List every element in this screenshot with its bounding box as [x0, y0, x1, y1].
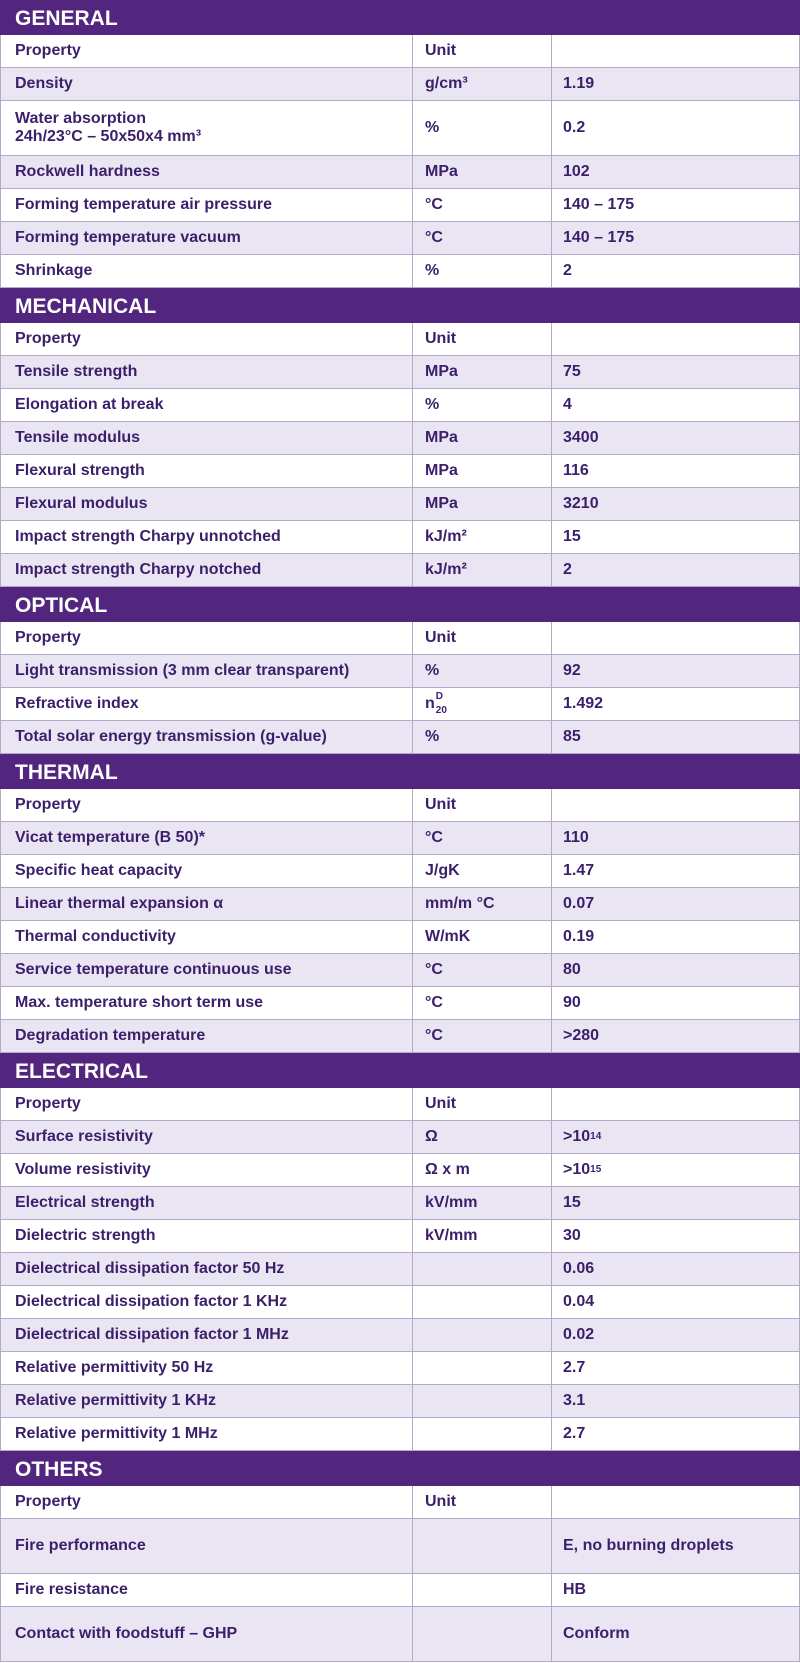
value-cell	[552, 1519, 800, 1573]
value-text: 140 – 175	[563, 229, 635, 246]
property-cell	[0, 101, 413, 155]
value-text: 2	[563, 262, 572, 279]
value-cell	[552, 255, 800, 287]
unit-cell	[413, 554, 552, 586]
unit-cell	[413, 688, 552, 720]
property-cell	[0, 156, 413, 188]
value-cell	[552, 222, 800, 254]
property-cell	[0, 488, 413, 520]
unit-text: kV/mm	[425, 1227, 478, 1244]
table-row	[0, 68, 800, 101]
property-cell	[0, 688, 413, 720]
value-cell	[552, 822, 800, 854]
property-name: Shrinkage	[15, 262, 93, 279]
unit-text: %	[425, 662, 440, 679]
value-text: 2.7	[563, 1359, 586, 1376]
table-row	[0, 721, 800, 754]
unit-text: °C	[425, 994, 443, 1011]
column-header-row	[0, 622, 800, 655]
unit-cell	[413, 655, 552, 687]
table-row	[0, 1385, 800, 1418]
unit-header	[413, 1486, 552, 1518]
value-cell	[552, 721, 800, 753]
unit-text: kJ/m²	[425, 561, 467, 578]
unit-cell	[413, 1253, 552, 1285]
property-name: Relative permittivity 50 Hz	[15, 1359, 214, 1376]
column-header-row	[0, 323, 800, 356]
property-header	[0, 1486, 413, 1518]
unit-sub: 20	[435, 705, 447, 716]
value-cell	[552, 655, 800, 687]
value-cell	[552, 1574, 800, 1606]
property-cell	[0, 1220, 413, 1252]
unit-header	[413, 35, 552, 67]
value-header	[552, 35, 800, 67]
property-name: Service temperature continuous use	[15, 961, 292, 978]
value-cell	[552, 455, 800, 487]
unit-cell	[413, 1385, 552, 1417]
unit-text: °C	[425, 829, 443, 846]
property-name: Impact strength Charpy unnotched	[15, 528, 281, 545]
unit-cell	[413, 921, 552, 953]
property-name: Forming temperature vacuum	[15, 229, 241, 246]
value-cell	[552, 422, 800, 454]
property-name: Surface resistivity	[15, 1128, 153, 1145]
value-text: 4	[563, 396, 572, 413]
value-header	[552, 323, 800, 355]
property-cell	[0, 422, 413, 454]
value-text: >10	[563, 1128, 591, 1145]
property-name: Fire performance	[15, 1537, 146, 1554]
value-text: 1.19	[563, 75, 595, 92]
table-row	[0, 1574, 800, 1607]
property-name: Density	[15, 75, 73, 92]
column-header-row	[0, 1088, 800, 1121]
unit-text: MPa	[425, 462, 458, 479]
property-cell	[0, 255, 413, 287]
property-cell	[0, 888, 413, 920]
property-header	[0, 622, 413, 654]
unit-text: kJ/m²	[425, 528, 467, 545]
property-cell	[0, 356, 413, 388]
property-condition: 24h/23°C – 50x50x4 mm³	[15, 128, 202, 145]
value-cell	[552, 1385, 800, 1417]
property-cell	[0, 1319, 413, 1351]
value-text: 15	[563, 528, 581, 545]
property-cell	[0, 1385, 413, 1417]
unit-cell	[413, 1187, 552, 1219]
unit-text: MPa	[425, 429, 458, 446]
section-header-optical: OPTICAL	[0, 587, 800, 622]
property-header-label: Property	[15, 330, 81, 347]
property-name: Elongation at break	[15, 396, 164, 413]
unit-text: Ω x m	[425, 1161, 470, 1178]
value-text: 102	[563, 163, 590, 180]
unit-cell	[413, 101, 552, 155]
unit-cell	[413, 356, 552, 388]
unit-header-label: Unit	[425, 1095, 457, 1112]
unit-text: °C	[425, 196, 443, 213]
value-cell	[552, 389, 800, 421]
unit-text: %	[425, 262, 440, 279]
value-cell	[552, 1352, 800, 1384]
value-cell: >10 14	[552, 1121, 800, 1153]
table-row	[0, 488, 800, 521]
property-header-label: Property	[15, 1493, 81, 1510]
property-name: Flexural strength	[15, 462, 145, 479]
section-header-mechanical: MECHANICAL	[0, 288, 800, 323]
property-name: Contact with foodstuff – GHP	[15, 1625, 238, 1642]
property-name: Water absorption	[15, 110, 146, 127]
value-text: >280	[563, 1027, 600, 1044]
property-header-label: Property	[15, 796, 81, 813]
unit-cell	[413, 855, 552, 887]
value-cell	[552, 521, 800, 553]
value-text: Conform	[563, 1625, 630, 1642]
column-header-row	[0, 35, 800, 68]
unit-cell	[413, 1418, 552, 1450]
unit-cell	[413, 222, 552, 254]
property-cell	[0, 68, 413, 100]
value-cell	[552, 554, 800, 586]
unit-text: MPa	[425, 163, 458, 180]
property-name: Tensile modulus	[15, 429, 141, 446]
unit-cell	[413, 255, 552, 287]
property-name: Light transmission (3 mm clear transparent)	[15, 662, 350, 679]
unit-text: W/mK	[425, 928, 471, 945]
table-row	[0, 222, 800, 255]
value-text: 3400	[563, 429, 599, 446]
value-cell	[552, 1418, 800, 1450]
unit-header-label: Unit	[425, 1493, 457, 1510]
unit-text: %	[425, 728, 440, 745]
property-name: Forming temperature air pressure	[15, 196, 272, 213]
table-row	[0, 655, 800, 688]
table-row	[0, 521, 800, 554]
value-text: 0.07	[563, 895, 595, 912]
unit-cell	[413, 1286, 552, 1318]
value-cell	[552, 855, 800, 887]
unit-cell	[413, 1220, 552, 1252]
property-name: Max. temperature short term use	[15, 994, 264, 1011]
unit-text: °C	[425, 1027, 443, 1044]
value-text: 90	[563, 994, 581, 1011]
table-row	[0, 255, 800, 288]
property-name: Linear thermal expansion α	[15, 895, 224, 912]
value-cell	[552, 921, 800, 953]
value-header	[552, 1486, 800, 1518]
unit-cell	[413, 521, 552, 553]
column-header-row	[0, 789, 800, 822]
property-cell	[0, 822, 413, 854]
value-text: 1.492	[563, 695, 604, 712]
property-header-label: Property	[15, 1095, 81, 1112]
unit-cell	[413, 1352, 552, 1384]
section-header-thermal: THERMAL	[0, 754, 800, 789]
unit-index	[436, 692, 447, 716]
unit-cell	[413, 888, 552, 920]
value-cell	[552, 68, 800, 100]
unit-text: °C	[425, 961, 443, 978]
value-text: 2.7	[563, 1425, 586, 1442]
property-cell	[0, 1154, 413, 1186]
table-row	[0, 189, 800, 222]
table-row	[0, 101, 800, 156]
value-text: 0.02	[563, 1326, 595, 1343]
unit-cell	[413, 488, 552, 520]
table-row	[0, 921, 800, 954]
property-cell	[0, 521, 413, 553]
property-cell	[0, 954, 413, 986]
unit-cell	[413, 1574, 552, 1606]
value-text: 0.04	[563, 1293, 595, 1310]
table-row	[0, 688, 800, 721]
table-row	[0, 422, 800, 455]
unit-cell	[413, 1121, 552, 1153]
value-text: 2	[563, 561, 572, 578]
value-cell	[552, 688, 800, 720]
unit-text: MPa	[425, 363, 458, 380]
property-cell	[0, 455, 413, 487]
property-header-label: Property	[15, 629, 81, 646]
property-name: Thermal conductivity	[15, 928, 176, 945]
value-cell	[552, 356, 800, 388]
unit-header	[413, 789, 552, 821]
value-cell	[552, 1220, 800, 1252]
unit-text: kV/mm	[425, 1194, 478, 1211]
property-cell	[0, 1574, 413, 1606]
unit-header	[413, 622, 552, 654]
property-header-label: Property	[15, 42, 81, 59]
unit-text: g/cm³	[425, 75, 468, 92]
table-row	[0, 1319, 800, 1352]
property-name: Relative permittivity 1 MHz	[15, 1425, 218, 1442]
unit-cell	[413, 1607, 552, 1661]
property-name: Electrical strength	[15, 1194, 155, 1211]
property-cell	[0, 554, 413, 586]
value-text: 140 – 175	[563, 196, 635, 213]
value-text: 92	[563, 662, 581, 679]
unit-sup: D	[435, 691, 444, 702]
value-cell	[552, 1607, 800, 1661]
value-text: 1.47	[563, 862, 595, 879]
section-header-electrical: ELECTRICAL	[0, 1053, 800, 1088]
table-row	[0, 822, 800, 855]
table-row	[0, 1418, 800, 1451]
unit-cell	[413, 1020, 552, 1052]
table-row	[0, 1519, 800, 1574]
value-header	[552, 622, 800, 654]
value-cell	[552, 1286, 800, 1318]
value-cell	[552, 954, 800, 986]
unit-cell	[413, 987, 552, 1019]
value-cell	[552, 488, 800, 520]
unit-cell	[413, 1319, 552, 1351]
property-name: Volume resistivity	[15, 1161, 151, 1178]
property-cell	[0, 1286, 413, 1318]
property-cell	[0, 1607, 413, 1661]
table-row	[0, 855, 800, 888]
unit-text: %	[425, 396, 440, 413]
property-name: Relative permittivity 1 KHz	[15, 1392, 216, 1409]
property-cell	[0, 1020, 413, 1052]
value-text: 0.06	[563, 1260, 595, 1277]
value-text: 30	[563, 1227, 581, 1244]
property-name: Refractive index	[15, 695, 139, 712]
value-text: >10	[563, 1161, 591, 1178]
property-cell	[0, 1253, 413, 1285]
table-row	[0, 987, 800, 1020]
unit-text: Ω	[425, 1128, 438, 1145]
unit-cell	[413, 1154, 552, 1186]
property-cell	[0, 987, 413, 1019]
unit-header-label: Unit	[425, 629, 457, 646]
value-cell	[552, 987, 800, 1019]
property-header	[0, 1088, 413, 1120]
property-header	[0, 35, 413, 67]
value-text: 80	[563, 961, 581, 978]
property-header	[0, 323, 413, 355]
value-cell	[552, 189, 800, 221]
section-header-others: OTHERS	[0, 1451, 800, 1486]
table-row	[0, 1121, 800, 1154]
property-name: Tensile strength	[15, 363, 138, 380]
unit-cell	[413, 189, 552, 221]
property-name: Dielectric strength	[15, 1227, 156, 1244]
property-name: Dielectrical dissipation factor 1 KHz	[15, 1293, 288, 1310]
value-cell	[552, 1319, 800, 1351]
property-cell	[0, 655, 413, 687]
property-name: Fire resistance	[15, 1581, 128, 1598]
property-cell	[0, 222, 413, 254]
unit-header-label: Unit	[425, 796, 457, 813]
value-text: 3210	[563, 495, 599, 512]
table-row	[0, 1154, 800, 1187]
unit-text: MPa	[425, 495, 458, 512]
unit-header-label: Unit	[425, 330, 457, 347]
table-row	[0, 356, 800, 389]
property-cell	[0, 921, 413, 953]
value-cell	[552, 1253, 800, 1285]
unit-text: %	[425, 119, 440, 136]
value-text: 116	[563, 462, 589, 479]
table-row	[0, 1020, 800, 1053]
value-cell: >10 15	[552, 1154, 800, 1186]
value-text: HB	[563, 1581, 587, 1598]
table-row	[0, 156, 800, 189]
property-name: Vicat temperature (B 50)*	[15, 829, 205, 846]
value-cell	[552, 101, 800, 155]
property-name: Rockwell hardness	[15, 163, 160, 180]
value-cell	[552, 888, 800, 920]
column-header-row	[0, 1486, 800, 1519]
unit-cell	[413, 389, 552, 421]
section-header-general: GENERAL	[0, 0, 800, 35]
property-name: Impact strength Charpy notched	[15, 561, 262, 578]
table-row	[0, 1253, 800, 1286]
table-row	[0, 1187, 800, 1220]
property-cell	[0, 1519, 413, 1573]
unit-cell	[413, 721, 552, 753]
unit-header-label: Unit	[425, 42, 457, 59]
property-name: Specific heat capacity	[15, 862, 183, 879]
value-cell	[552, 1187, 800, 1219]
table-row	[0, 954, 800, 987]
unit-cell	[413, 68, 552, 100]
value-text: 15	[563, 1194, 581, 1211]
unit-text: n	[425, 695, 435, 712]
property-cell	[0, 721, 413, 753]
table-row	[0, 1352, 800, 1385]
value-text: E, no burning droplets	[563, 1537, 734, 1554]
value-cell	[552, 1020, 800, 1052]
property-name: Total solar energy transmission (g-value)	[15, 728, 327, 745]
property-name: Dielectrical dissipation factor 50 Hz	[15, 1260, 285, 1277]
unit-cell	[413, 422, 552, 454]
property-cell	[0, 389, 413, 421]
property-header	[0, 789, 413, 821]
property-cell	[0, 1121, 413, 1153]
table-row	[0, 389, 800, 422]
value-header	[552, 1088, 800, 1120]
property-cell	[0, 1187, 413, 1219]
unit-text: J/gK	[425, 862, 460, 879]
unit-cell	[413, 455, 552, 487]
unit-text: °C	[425, 229, 443, 246]
unit-cell	[413, 954, 552, 986]
property-cell	[0, 1352, 413, 1384]
table-row	[0, 455, 800, 488]
property-cell	[0, 855, 413, 887]
property-name-wrap	[15, 110, 201, 146]
value-text: 0.19	[563, 928, 595, 945]
unit-header	[413, 1088, 552, 1120]
table-row	[0, 1607, 800, 1662]
value-text: 110	[563, 829, 589, 846]
unit-header	[413, 323, 552, 355]
property-name: Flexural modulus	[15, 495, 148, 512]
property-name: Degradation temperature	[15, 1027, 206, 1044]
property-cell	[0, 189, 413, 221]
value-text: 0.2	[563, 119, 586, 136]
property-cell	[0, 1418, 413, 1450]
table-row	[0, 1220, 800, 1253]
property-name: Dielectrical dissipation factor 1 MHz	[15, 1326, 289, 1343]
value-text: 3.1	[563, 1392, 586, 1409]
value-text: 75	[563, 363, 581, 380]
table-row	[0, 888, 800, 921]
value-header	[552, 789, 800, 821]
unit-cell	[413, 1519, 552, 1573]
value-text: 85	[563, 728, 581, 745]
unit-cell	[413, 822, 552, 854]
unit-cell	[413, 156, 552, 188]
unit-text: mm/m °C	[425, 895, 495, 912]
table-row	[0, 554, 800, 587]
table-row	[0, 1286, 800, 1319]
value-cell	[552, 156, 800, 188]
